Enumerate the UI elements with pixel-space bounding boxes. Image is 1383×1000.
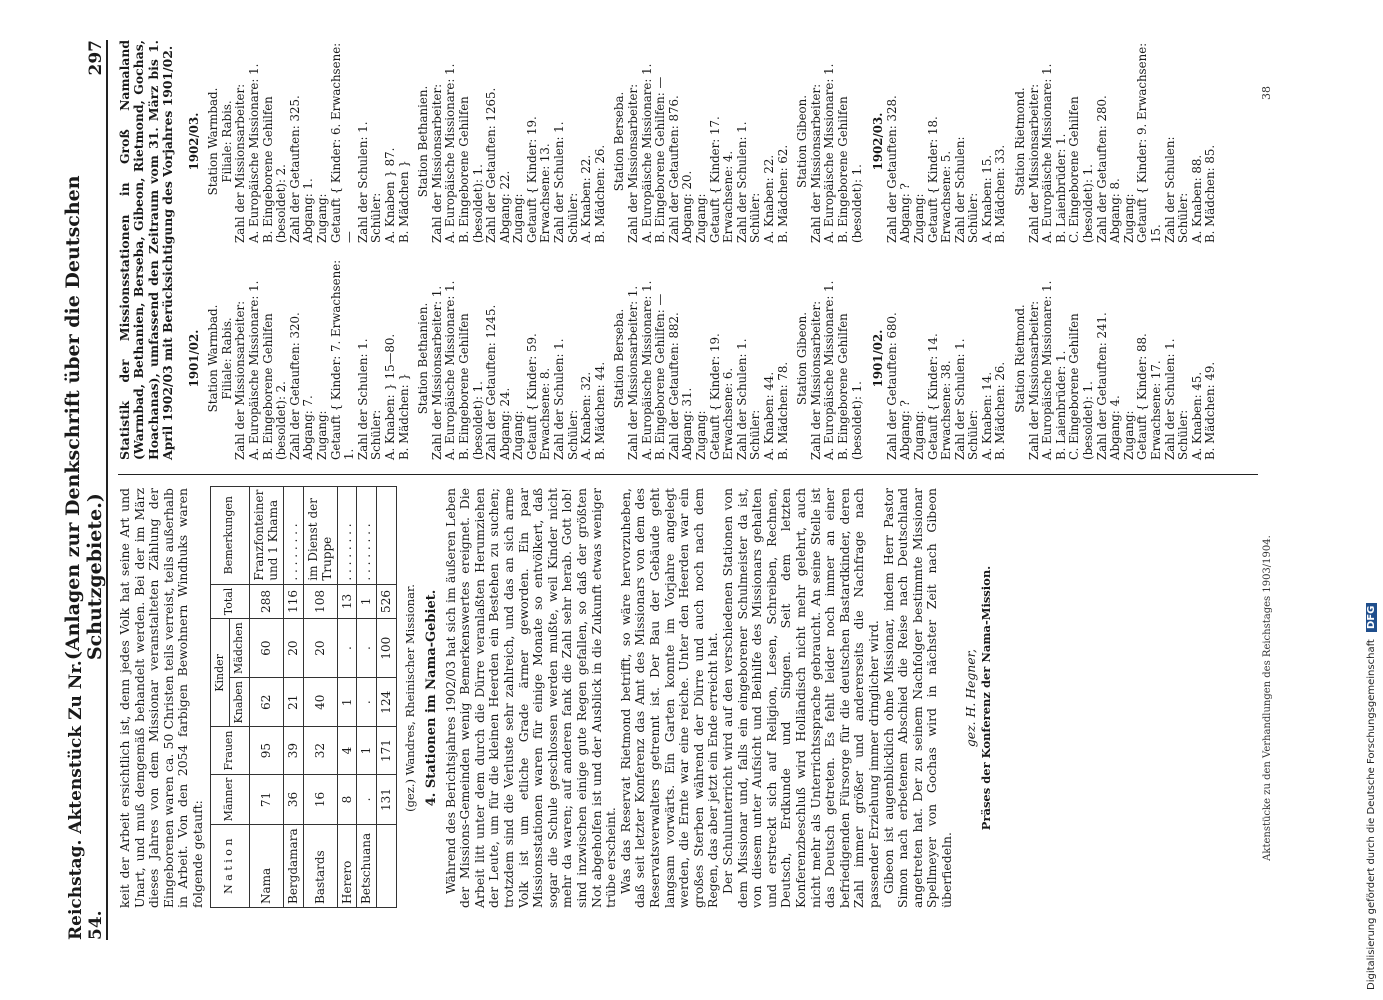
stat-line: Schüler: (1176, 409, 1191, 460)
cell-nation: Bastards (303, 825, 337, 908)
statistics-heading: Statistik der Missionsstationen in Groß Namaland (Warmbad, Bethanien, Berseba, Gibeon, Rietmond, Gochas, Hoachanas), umfassend den Zeitraum vom 31. März bis 1. April 1902/03 mit Berücksichtigung des Vorjahres 1901/02. (117, 40, 176, 460)
stat-line: Getauft { Kinder: 19. Erwachsene: 6. (707, 333, 736, 460)
stat-line: Zugang: (911, 193, 926, 243)
station-title: Station Berseba. (612, 91, 627, 192)
stat-line: A. Knaben: 44. (761, 371, 776, 460)
th-kinder: Kinder (210, 619, 230, 727)
stat-line: Abgang: 8. (1108, 178, 1123, 243)
stat-line: Getauft { Kinder: 9. Erwachsene: 15. (1135, 42, 1163, 243)
filiale-label: Filiale: Rabis. (219, 317, 234, 400)
stat-line: A. Knaben: 32. (579, 371, 594, 460)
station-title: Station Rietmond. (1013, 87, 1028, 196)
stat-line: Zahl der Missionsarbeiter: (808, 300, 823, 460)
table-row (337, 486, 357, 907)
stat-line: B. Eingeborene Gehilfen (besoldet): 1. (835, 96, 864, 243)
left-column (118, 488, 994, 908)
table-row (283, 486, 303, 907)
stat-line: Getauft { Kinder: 59. Erwachsene: 8. (524, 333, 553, 460)
station-title: Station Warmbad. (206, 304, 221, 413)
stat-line: C. Eingeborene Gehilfen (besoldet): 1. (1067, 313, 1096, 460)
cell-nation: Herero (337, 825, 357, 908)
right-column (118, 40, 1218, 460)
cell-bemerkung: Franzfonteiner und 1 Khama (249, 486, 283, 584)
stat-line: Zahl der Schulen: 1. (355, 121, 370, 243)
station-title: Station Berseba. (612, 308, 627, 409)
section-title: 4. Stationen im Nama-Gebiet. (424, 589, 440, 807)
stat-line: B. Eingeborene Gehilfen (besoldet): 1. (835, 313, 864, 460)
page-header (58, 40, 108, 940)
stat-line: Getauft { Kinder: 17. Erwachsene: 4. (707, 116, 736, 243)
year-heading: 1902/03. (871, 112, 886, 171)
cell-empty (376, 825, 396, 908)
body-paragraph: Was das Reservat Rietmond betrifft, so wäre hervorzuheben, daß seit letzter Konferenz das Amt des Missionars von dem des Reservatsverwalters getrennt ist. Der Bau der Gebäude geht langsam vorwärts. Ein Garten konnte im Vorjahre angelegt werden, die Ernte war eine reiche. Unter den Heerden war ein großes Sterben während der Dürre und auch noch nach dem Regen, das aber jetzt ein Ende erreicht hat. (617, 488, 721, 908)
station-title: Station Bethanien. (416, 302, 431, 415)
stat-line: B. Eingeborene Gehilfen (besoldet): 1. (456, 96, 485, 243)
stat-line: Schüler: (966, 409, 981, 460)
stat-line: Schüler: (369, 409, 384, 460)
stat-line: B. Eingeborene Gehilfen: — (653, 293, 668, 460)
header-title: (Anlagen zur Denkschrift über die Deutschen Schutzgebiete.) (62, 175, 106, 661)
stat-line: Zahl der Getauften: 882. (666, 312, 681, 460)
stat-line: Getauft { Kinder: 19. Erwachsene: 13. (524, 116, 553, 243)
cell-nation: Nama (249, 825, 283, 908)
stat-line: A. Europäische Missionare: 1. (443, 280, 458, 460)
stat-line: Zugang: (694, 193, 708, 243)
stat-line: Abgang: 1. (301, 178, 316, 243)
stat-line: Zahl der Schulen: 1. (552, 121, 567, 243)
stat-line: Abgang: 31. (680, 387, 695, 460)
signature-hegner: gez. H. Hegner, (963, 648, 979, 748)
baptism-table (210, 486, 397, 908)
stat-line: Schüler: (966, 192, 981, 243)
cell-total: 13 (337, 584, 357, 619)
dfg-logo: DFG (1366, 603, 1377, 632)
th-maedchen: Mädchen (230, 619, 250, 678)
year-heading: 1902/03. (186, 112, 201, 171)
th-total: Total (210, 584, 249, 619)
stats-column-1901 (180, 257, 1218, 460)
stat-line: A. Knaben: 45. (1189, 371, 1204, 460)
stat-line: Zahl der Missionsarbeiter: 1. (429, 285, 444, 460)
cell-maedchen: . (337, 619, 357, 678)
stat-line: B. Eingeborene Gehilfen (besoldet): 1. (456, 313, 485, 460)
stat-line: Abgang: 24. (497, 387, 512, 460)
stat-line: A. Knaben: 88. (1189, 154, 1204, 243)
stat-line: Zahl der Schulen: (1162, 136, 1177, 243)
table-row (303, 486, 337, 907)
stat-line: B. Mädchen: 78. (775, 361, 790, 460)
table-totals-row (376, 486, 396, 907)
total-frauen: 171 (376, 727, 396, 774)
cell-maenner: 36 (283, 774, 303, 825)
th-nation: N a t i o n (210, 825, 249, 908)
stat-line: Zugang: (911, 410, 926, 460)
filiale-label: Filiale: Rabis. (219, 100, 234, 183)
stat-line: Zugang: (511, 410, 526, 460)
stat-line: Getauft { Kinder: 6. Erwachsene: — (328, 42, 357, 243)
stat-line: Schüler: (748, 409, 763, 460)
stat-line: B. Mädchen: 62. (775, 144, 790, 243)
cell-bemerkung: . . . . . . . . (357, 486, 377, 584)
cell-total: 1 (357, 584, 377, 619)
stat-line: B. Mädchen: 85. (1203, 144, 1218, 243)
stat-line: B. Eingeborene Gehilfen (besoldet): 2. (260, 96, 289, 243)
stat-line: Zugang: (694, 410, 708, 460)
stat-line: A. Europäische Missionare: 1. (247, 280, 261, 460)
stat-line: A. Knaben: 22. (761, 154, 776, 243)
station-title: Station Gibeon. (795, 312, 810, 405)
stat-line: Zahl der Schulen: 1. (552, 338, 567, 460)
stat-line: Zahl der Missionsarbeiter: 1. (626, 285, 641, 460)
stat-line: A. Europäische Missionare: 1. (1040, 280, 1055, 460)
cell-maenner: 8 (337, 774, 357, 825)
cell-total: 288 (249, 584, 283, 619)
stat-line: A. Europäische Missionare: 1. (639, 63, 654, 243)
station-title: Station Warmbad. (206, 87, 221, 196)
stat-line: Schüler: (565, 409, 580, 460)
stat-line: A. Europäische Missionare: 1. (1040, 63, 1055, 243)
total-maenner: 131 (376, 774, 396, 825)
cell-knaben: 21 (283, 677, 303, 727)
stat-line: Zahl der Getauften: 241. (1094, 312, 1109, 460)
stat-line: B. Mädchen: 44. (592, 361, 607, 460)
stat-line: Zahl der Missionsarbeiter: (233, 83, 248, 243)
stat-line: Zahl der Getauften: 320. (287, 312, 302, 460)
cell-nation: Bergdamara (283, 825, 303, 908)
stat-line: Zahl der Missionsarbeiter: (233, 300, 248, 460)
stat-line: B. Eingeborene Gehilfen (besoldet): 2. (260, 313, 289, 460)
stat-line: A. Europäische Missionare: 1. (443, 63, 458, 243)
cell-frauen: 32 (303, 727, 337, 774)
stat-line: Zahl der Schulen: (952, 136, 967, 243)
footer-note: Aktenstücke zu den Verhandlungen des Reichstages 1903/1904. (1262, 535, 1273, 861)
station-title: Station Bethanien. (416, 85, 431, 198)
total-total: 526 (376, 584, 396, 619)
stat-line: Abgang: 22. (497, 170, 512, 243)
stat-line: Zugang: (314, 193, 329, 243)
cell-knaben: . (357, 677, 377, 727)
cell-maenner: 16 (303, 774, 337, 825)
cell-total: 116 (283, 584, 303, 619)
stat-line: Getauft { Kinder: 14. Erwachsene: 38. (925, 333, 954, 460)
stat-line: C. Eingeborene Gehilfen (besoldet): 1. (1067, 96, 1096, 243)
stat-line: Zahl der Schulen: 1. (734, 338, 749, 460)
signature-wandres: (gez.) Wandres, Rheinischer Missionar. (402, 584, 417, 812)
stats-column-1902 (180, 40, 1218, 243)
total-maedchen: 100 (376, 619, 396, 678)
sheet-number: 38 (1260, 86, 1273, 100)
cell-nation: Betschuana (357, 825, 377, 908)
cell-maenner: 71 (249, 774, 283, 825)
stat-line: Zugang: (1121, 410, 1136, 460)
stat-line: A. Europäische Missionare: 1. (822, 280, 837, 460)
stat-line: Zahl der Getauften: 876. (666, 95, 681, 243)
stat-line: Zahl der Missionsarbeiter: (429, 83, 444, 243)
body-paragraph: Gibeon ist augenblicklich ohne Missionar, indem Herr Pastor Simon nach erbetenem Abschied die Reise nach Deutschland angetreten hat. Der zu seinem Nachfolger bestimmte Missionar Spellmeyer von Gochas wird in nächster Zeit nach Gibeon überfiedeln. (880, 488, 954, 908)
stat-line: Getauft { Kinder: 7. Erwachsene: 1. (328, 259, 357, 460)
cell-bemerkung: . . . . . . . . (337, 486, 357, 584)
cell-maedchen: 60 (249, 619, 283, 678)
cell-knaben: 40 (303, 677, 337, 727)
th-bemerkungen: Bemerkungen (210, 486, 249, 584)
stat-line: B. Mädchen } (396, 160, 411, 243)
th-maenner: Männer (210, 774, 249, 825)
stat-line: Schüler: (369, 192, 384, 243)
table-row (357, 486, 377, 907)
stat-line: Zugang: (1121, 193, 1136, 243)
cell-bemerkung: . . . . . . . . (283, 486, 303, 584)
stat-line: Zahl der Getauften: 1245. (484, 304, 499, 460)
stat-line: Abgang: ? (898, 400, 913, 460)
stat-line: A. Knaben: 15. (979, 154, 994, 243)
stat-line: A. Knaben } 87. (382, 147, 397, 243)
cell-maedchen: 20 (283, 619, 303, 678)
stat-line: B. Mädchen: 49. (1203, 361, 1218, 460)
stat-line: Zahl der Schulen: 1. (355, 338, 370, 460)
signature-hegner-title: Präses der Konferenz der Nama-Mission. (979, 565, 994, 831)
stat-line: Zahl der Getauften: 325. (287, 95, 302, 243)
cell-frauen: 39 (283, 727, 303, 774)
cell-maenner: . (357, 774, 377, 825)
stat-line: B. Mädchen: 33. (993, 144, 1008, 243)
stat-line: Zahl der Getauften: 1265. (484, 87, 499, 243)
stat-line: Zahl der Getauften: 280. (1094, 95, 1109, 243)
cell-frauen: 95 (249, 727, 283, 774)
stat-line: B. Laienbrüder: 1. (1053, 350, 1068, 460)
body-paragraph: Der Schulunterricht wird auf den verschiedenen Stationen von dem Missionar und, falls ein eingeborener Schulmeister da ist, von diesem unter Aufsicht und Beihilfe des Missionars gehalten und erstreckt sich auf Religion, Lesen, Schreiben, Rechnen, Deutsch, Erdkunde und Singen. Seit dem letzten Konferenzbeschluß wird Holländisch nicht mehr gelehrt, auch nicht mehr als Unterrichtssprache gebraucht. An seine Stelle ist das Deutsch getreten. Es fehlt leider noch immer an einer befriedigenden Fürsorge für die deutschen Bastardkinder, deren Zahl immer größer und andererseits die Nachfrage nach passender Erziehung immer dringlicher wird. (719, 488, 881, 908)
cell-total: 108 (303, 584, 337, 619)
header-left: Reichstag. Aktenstück Zu Nr. 54. (66, 660, 106, 940)
stat-line: A. Europäische Missionare: 1. (639, 280, 654, 460)
cell-maedchen: . (357, 619, 377, 678)
stat-line: Schüler: (1176, 192, 1191, 243)
stat-line: Zahl der Getauften: 328. (884, 95, 899, 243)
year-heading: 1901/02. (871, 329, 886, 388)
stat-line: B. Laienbrüder: 1. (1053, 133, 1068, 243)
stat-line: Abgang: 20. (680, 170, 695, 243)
cell-maedchen: 20 (303, 619, 337, 678)
column-divider (118, 474, 1258, 475)
table-row (249, 486, 283, 907)
stat-line: Abgang: 4. (1108, 395, 1123, 460)
stat-line: B. Mädchen: 26. (993, 361, 1008, 460)
cell-frauen: 4 (337, 727, 357, 774)
intro-paragraph: keit der Arbeit ersichtlich ist, denn jedes Volk hat seine Art und Unart, und muß demgemäß behandelt werden. Bei der im März dieses Jahres von dem Missionar veranstalteten Zählung der Eingeborenen waren ca. 50 Christen teils verreist, teils außerhalb in Arbeit. Von den 2054 farbigen Bewohnern Windhuks waren folgende getauft: (117, 488, 205, 908)
stat-line: B. Mädchen: } (396, 373, 411, 460)
body-paragraph: Während des Berichtsjahres 1902/03 hat sich im äußeren Leben der Missions-Gemeinden wenig Bemerkenswertes ereignet. Die Arbeit litt unter dem durch die Dürre veranlaßten Herumziehen der Leute, um für die kleinen Heerden ein Bestehen zu suchen; trotzdem sind die Verluste sehr zahlreich, und das an sich arme Volk ist um etliche Grade ärmer geworden. Ein paar Missionsstationen waren für einige Monate so entvölkert, daß sogar die Schule geschlossen werden mußte, weil Kinder nicht mehr da waren; auf anderen fank die Zahl sehr herab. Gott lob! sind inzwischen einige gute Regen gefallen, so daß der größten Not abgeholfen ist und der Ausblick in die Zukunft etwas weniger trübe erscheint. (442, 488, 619, 908)
stat-line: Zahl der Schulen: 1. (952, 338, 967, 460)
cell-frauen: 1 (357, 727, 377, 774)
th-knaben: Knaben (230, 677, 250, 727)
stat-line: Zugang: (314, 410, 329, 460)
stat-line: A. Europäische Missionare: 1. (822, 63, 837, 243)
th-frauen: Frauen (210, 727, 249, 774)
stat-line: Abgang: ? (898, 183, 913, 243)
stat-line: Zahl der Missionsarbeiter: (808, 83, 823, 243)
year-heading: 1901/02. (186, 329, 201, 388)
stat-line: Zahl der Missionsarbeiter: (626, 83, 641, 243)
stat-line: B. Eingeborene Gehilfen: — (653, 76, 668, 243)
stat-line: Zahl der Getauften: 680. (884, 312, 899, 460)
stat-line: Abgang: 7. (301, 395, 316, 460)
stat-line: Schüler: (748, 192, 763, 243)
stat-line: Zahl der Missionsarbeiter: (1026, 300, 1041, 460)
stat-line: Zahl der Schulen: 1. (1162, 338, 1177, 460)
stat-line: Schüler: (565, 192, 580, 243)
cell-bemerkung: im Dienst der Truppe (303, 486, 337, 584)
cell-empty (376, 486, 396, 584)
stat-line: A. Knaben: } 15—80. (382, 333, 397, 460)
total-knaben: 124 (376, 677, 396, 727)
stat-line: Zahl der Schulen: 1. (734, 121, 749, 243)
station-title: Station Gibeon. (795, 95, 810, 188)
stat-line: A. Europäische Missionare: 1. (247, 63, 261, 243)
cell-knaben: 62 (249, 677, 283, 727)
stat-line: Getauft { Kinder: 18. Erwachsene: 5. (925, 116, 954, 243)
stat-line: Zugang: (511, 193, 526, 243)
stat-line: Zahl der Missionsarbeiter: (1026, 83, 1041, 243)
stat-line: B. Mädchen: 26. (592, 144, 607, 243)
stat-line: A. Knaben: 22. (579, 154, 594, 243)
dfg-note-text: Digitalisierung gefördert durch die Deutsche Forschungsgemeinschaft (1366, 639, 1377, 990)
cell-knaben: 1 (337, 677, 357, 727)
page-number: 297 (86, 40, 106, 76)
station-title: Station Rietmond. (1013, 304, 1028, 413)
stat-line: Getauft { Kinder: 88. Erwachsene: 17. (1135, 333, 1163, 460)
stat-line: A. Knaben: 14. (979, 371, 994, 460)
